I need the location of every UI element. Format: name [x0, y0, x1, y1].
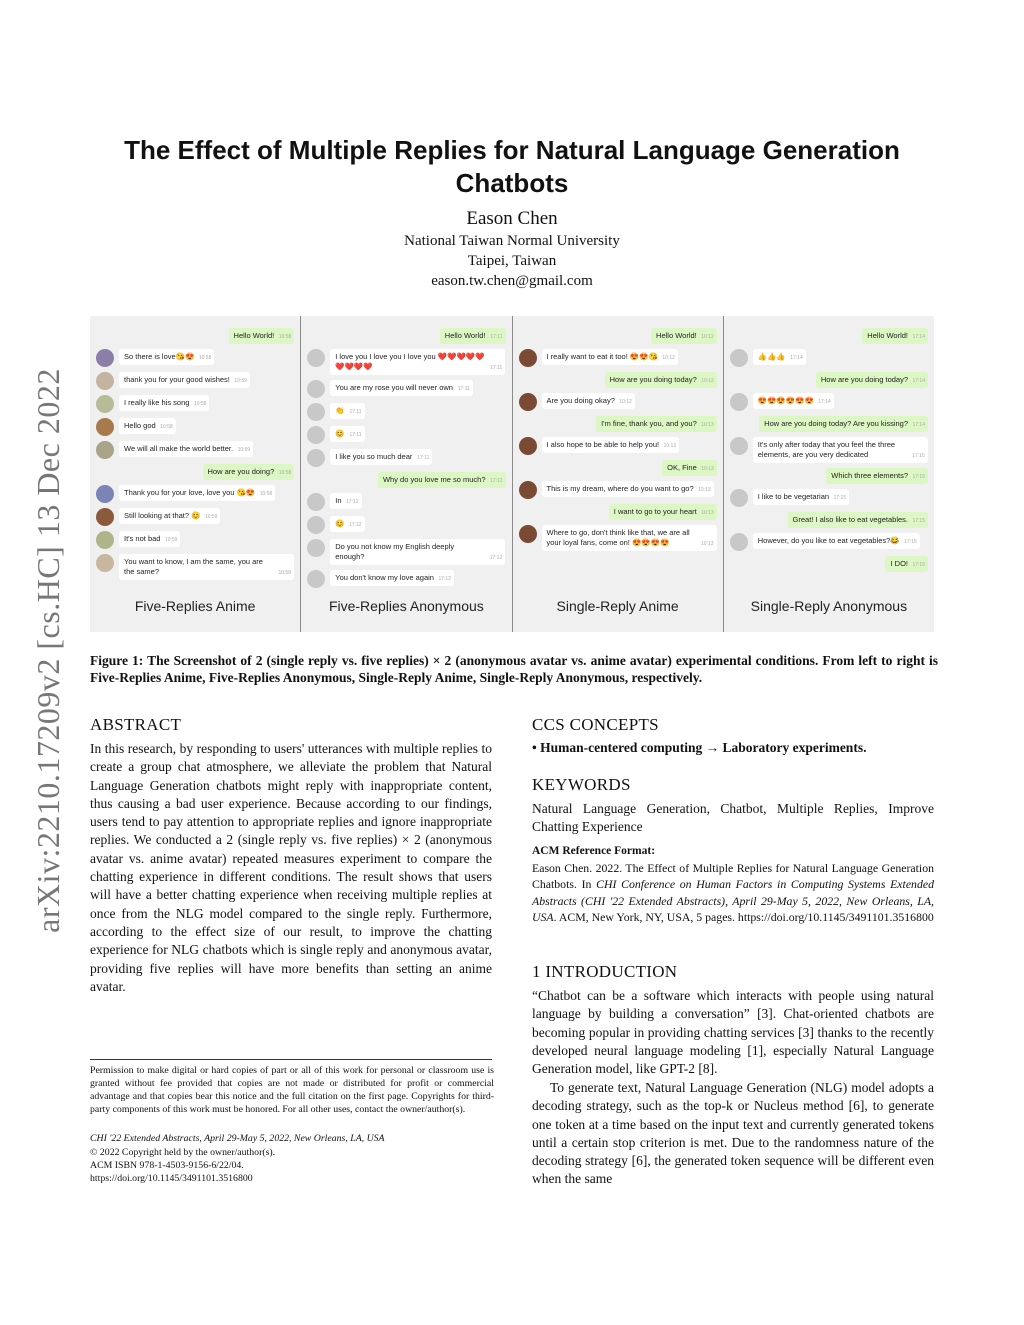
- avatar: [96, 508, 114, 526]
- user-message-bubble: [609, 504, 717, 520]
- message-time: 17:11: [349, 432, 362, 438]
- message-text: This is my dream, where do you want to go?: [546, 484, 694, 493]
- chat-message-row: [96, 441, 294, 459]
- user-message-bubble: [862, 328, 928, 344]
- figure-caption: Figure 1: The Screenshot of 2 (single reply vs. five replies) × 2 (anonymous avatar vs. anime avatar) experimental conditions. From left to right is Five-Replies Anime, Five-Replies Anonymous, Single-Reply Anime, Single-Reply Anonymous, respectively.: [90, 653, 938, 685]
- permission-venue: CHI '22 Extended Abstracts, April 29-May 5, 2022, New Orleans, LA, USA: [90, 1133, 385, 1144]
- message-time: 10:13: [701, 466, 714, 472]
- message-time: 17:14: [818, 399, 831, 405]
- panel-label: Single-Reply Anonymous: [750, 598, 908, 614]
- message-text: I DO!: [890, 559, 908, 568]
- avatar: [519, 481, 537, 499]
- avatar: [730, 393, 748, 411]
- bot-reply-bubble: [330, 516, 364, 532]
- message-text: You want to know, I am the same, you are the same?: [124, 557, 263, 576]
- message-time: 10:59: [204, 514, 218, 520]
- isbn-line: ACM ISBN 978-1-4503-9156-6/22/04.: [90, 1160, 244, 1171]
- chat-message-row: [96, 554, 294, 580]
- avatar: [519, 437, 537, 455]
- message-text: I also hope to be able to help you!: [546, 440, 660, 449]
- footnote-divider: [90, 1059, 492, 1060]
- abstract-heading: ABSTRACT: [90, 715, 182, 734]
- message-time: 10:13: [701, 510, 714, 516]
- message-text: However, do you like to eat vegetables?😂: [757, 536, 900, 545]
- bot-reply-bubble: [119, 395, 209, 411]
- chat-message-row: [307, 380, 505, 398]
- message-text: Hello World!: [656, 331, 697, 340]
- chat-message-row: [730, 437, 928, 463]
- chat-message-row: [307, 426, 505, 444]
- message-time: 10:58: [259, 491, 273, 497]
- message-time: 17:14: [912, 334, 925, 340]
- chat-message-row: [519, 460, 717, 476]
- message-time: 17:11: [457, 386, 470, 392]
- message-text: We will all make the world better.: [124, 444, 234, 453]
- chat-message-row: [307, 403, 505, 421]
- message-text: 😊: [335, 519, 345, 528]
- message-text: Hello World!: [867, 331, 908, 340]
- permission-notice: Permission to make digital or hard copies of part or all of this work for personal or classroom use is granted without fee provided that copies are not made or distributed for profit or commercial advantage and that copies bear this notice and the full citation on the first page. Copyrights for third-party components of this work must be honored. For all other uses, contact the owner/author(s).: [90, 1065, 494, 1115]
- message-time: 17:12: [438, 576, 451, 582]
- arxiv-identifier-text: arXiv:2210.17209v2 [cs.HC] 13 Dec 2022: [29, 367, 66, 933]
- chat-message-row: [96, 349, 294, 367]
- author-location: Taipei, Taiwan: [467, 253, 557, 269]
- message-text: 😊: [335, 429, 345, 438]
- message-time: 17:14: [912, 378, 925, 384]
- message-time: 17:15: [912, 518, 925, 524]
- message-text: I love you I love you I love you ❤️❤️❤️❤️❤️❤️❤️❤️❤️: [335, 352, 485, 371]
- message-time: 17:15: [833, 495, 847, 501]
- chat-message-row: [519, 504, 717, 520]
- user-message-bubble: [816, 372, 928, 388]
- avatar: [307, 426, 325, 444]
- user-message-bubble: [605, 372, 717, 388]
- message-time: 10:58: [278, 470, 292, 476]
- message-text: It's only after today that you feel the three elements, are you very dedicated: [757, 440, 896, 459]
- bot-reply-bubble: [119, 372, 250, 388]
- acm-reference-text: [532, 860, 934, 925]
- chat-message-row: [519, 372, 717, 388]
- avatar: [730, 437, 748, 455]
- message-time: 17:15: [904, 539, 917, 545]
- message-time: 17:11: [417, 455, 430, 461]
- chat-panel: [301, 316, 512, 632]
- bot-reply-bubble: [330, 493, 361, 509]
- message-text: You are my rose you will never own: [335, 383, 453, 392]
- keywords-heading: KEYWORDS: [532, 775, 631, 794]
- message-time: 10:58: [278, 334, 292, 340]
- user-message-bubble: [203, 464, 295, 480]
- avatar: [307, 349, 325, 367]
- avatar: [307, 449, 325, 467]
- avatar: [730, 349, 748, 367]
- bot-reply-bubble: [542, 437, 680, 453]
- message-time: 10:13: [698, 487, 711, 493]
- author-name: Eason Chen: [466, 208, 558, 229]
- message-text: I'm fine, thank you, and you?: [601, 419, 697, 428]
- message-time: 17:15: [912, 453, 925, 459]
- message-time: 10:58: [278, 570, 291, 576]
- chat-message-row: [307, 570, 505, 588]
- chat-message-row: [96, 372, 294, 390]
- avatar: [96, 418, 114, 436]
- message-text: 👍👍👍: [757, 352, 786, 361]
- message-time: 10:12: [701, 378, 714, 384]
- message-text: 👏: [335, 406, 345, 415]
- bot-reply-bubble: [119, 418, 176, 434]
- avatar: [307, 516, 325, 534]
- chat-message-row: [730, 416, 928, 432]
- avatar: [96, 531, 114, 549]
- chat-message-row: [519, 393, 717, 411]
- ccs-heading: CCS CONCEPTS: [532, 715, 659, 734]
- chat-message-row: [519, 416, 717, 432]
- chat-message-row: [730, 512, 928, 528]
- message-text: Which three elements?: [831, 471, 908, 480]
- chat-message-row: [519, 349, 717, 367]
- chat-message-row: [96, 395, 294, 413]
- chat-message-row: [730, 328, 928, 344]
- user-message-bubble: [662, 460, 717, 476]
- bot-reply-bubble: [119, 508, 220, 524]
- chat-message-row: [307, 516, 505, 534]
- message-text: How are you doing today?: [820, 375, 908, 384]
- bot-reply-bubble: [753, 393, 834, 409]
- panel-label: Single-Reply Anime: [556, 598, 679, 614]
- message-time: 10:58: [160, 424, 173, 430]
- chat-panel: [724, 316, 934, 632]
- acm-reference-plain: Eason Chen. 2022. The Effect of Multiple Replies for Natural Language Generation Chatbots. In: [532, 861, 934, 892]
- message-text: Hello World!: [444, 331, 486, 340]
- introduction-para-2: To generate text, Natural Language Generation (NLG) model adopts a decoding strategy, such as the top-k or Nucleus method [6], to generate one token at a time based on the input text and currently generated tokens until a certain stop criterion is met. Due to the randomness nature of the decoding strategy [6], the generated token sequence will be different even when the same: [532, 1080, 934, 1187]
- message-time: 10:59: [164, 537, 178, 543]
- message-text: OK, Fine: [667, 463, 697, 472]
- figure-1-chat-screenshots: [90, 316, 934, 632]
- user-message-bubble: [788, 512, 928, 528]
- message-time: 17:11: [490, 365, 503, 371]
- bot-reply-bubble: [753, 489, 849, 505]
- chat-message-row: [730, 489, 928, 507]
- message-time: 17:14: [912, 422, 925, 428]
- author-institution: National Taiwan Normal University: [404, 233, 620, 249]
- bot-reply-bubble: [542, 525, 717, 551]
- bot-reply-bubble: [330, 349, 505, 375]
- bot-reply-bubble: [330, 449, 432, 465]
- bot-reply-bubble: [753, 349, 806, 365]
- message-time: 17:11: [349, 409, 362, 415]
- chat-message-row: [96, 531, 294, 549]
- user-message-bubble: [885, 556, 928, 572]
- chat-message-row: [307, 493, 505, 511]
- message-text: Are you doing okay?: [546, 396, 615, 405]
- message-time: 17:12: [349, 522, 362, 528]
- message-text: How are you doing?: [207, 467, 275, 476]
- message-text: I really want to eat it too! 😍😍😘: [546, 352, 658, 361]
- introduction-para-1: “Chatbot can be a software which interacts with people using natural language by building a conversation” [3]. Chat-oriented chatbots are becoming popular in providing chatting services [3] thanks to the recently developed neural language modeling [1], especially Natural Language Generation model, like GPT-2 [8].: [532, 988, 934, 1077]
- message-text: How are you doing today? Are you kissing?: [764, 419, 908, 428]
- bot-reply-bubble: [330, 570, 454, 586]
- acm-reference-label: ACM Reference Format:: [532, 845, 656, 857]
- avatar: [307, 539, 325, 557]
- message-text: How are you doing today?: [609, 375, 697, 384]
- message-text: Do you not know my English deeply enough?: [335, 542, 455, 561]
- chat-message-row: [307, 472, 505, 488]
- message-time: 10:13: [701, 422, 714, 428]
- message-text: Where to go, don't think like that, we are all your loyal fans, come on! 😍😍😍😍: [546, 528, 690, 547]
- avatar: [519, 525, 537, 543]
- message-text: Why do you love me so much?: [382, 475, 486, 484]
- acm-reference-venue: CHI Conference on Human Factors in Computing Systems Extended Abstracts (CHI '22 Extended Abstracts), April 29-May 5, 2022, New Orleans, LA, USA: [532, 877, 934, 924]
- chat-message-row: [519, 481, 717, 499]
- message-text: Still looking at that? 😊: [124, 511, 201, 520]
- chat-message-row: [307, 539, 505, 565]
- avatar: [96, 485, 114, 503]
- bot-reply-bubble: [119, 441, 253, 457]
- bot-reply-bubble: [542, 481, 714, 497]
- bot-reply-bubble: [753, 533, 920, 549]
- message-text: In: [335, 496, 342, 505]
- message-text: I like you so much dear: [335, 452, 413, 461]
- message-text: Great! I also like to eat vegetables.: [792, 515, 908, 524]
- avatar: [307, 403, 325, 421]
- message-text: thank you for your good wishes!: [124, 375, 230, 384]
- bot-reply-bubble: [330, 403, 364, 419]
- message-text: I like to be vegetarian: [757, 492, 830, 501]
- bot-reply-bubble: [542, 393, 635, 409]
- paper-title: The Effect of Multiple Replies for Natural Language Generation Chatbots: [124, 135, 900, 198]
- chat-message-row: [307, 349, 505, 375]
- chat-message-row: [730, 393, 928, 411]
- chat-message-row: [730, 468, 928, 484]
- message-time: 17:11: [490, 334, 503, 340]
- chat-message-row: [307, 328, 505, 344]
- message-text: So there is love😘😍: [124, 352, 195, 361]
- chat-message-row: [96, 464, 294, 480]
- ccs-concepts: • Human-centered computing → Laboratory experiments.: [532, 740, 867, 755]
- chat-message-row: [519, 328, 717, 344]
- message-time: 10:13: [700, 541, 714, 547]
- bot-reply-bubble: [330, 539, 505, 565]
- avatar: [519, 393, 537, 411]
- message-time: 17:15: [912, 474, 925, 480]
- chat-message-row: [519, 525, 717, 551]
- arxiv-identifier: [30, 350, 66, 950]
- message-time: 10:13: [663, 443, 677, 449]
- user-message-bubble: [229, 328, 295, 344]
- bot-reply-bubble: [119, 531, 180, 547]
- message-time: 10:59: [237, 447, 251, 453]
- message-time: 10:58: [198, 355, 212, 361]
- message-text: Hello World!: [233, 331, 275, 340]
- message-text: You don't know my love again: [335, 573, 434, 582]
- panel-label: Five-Replies Anime: [134, 598, 256, 614]
- copyright-line: © 2022 Copyright held by the owner/author(s).: [90, 1147, 276, 1158]
- user-message-bubble: [826, 468, 928, 484]
- message-time: 17:12: [489, 555, 503, 561]
- message-time: 17:15: [912, 562, 925, 568]
- message-text: I want to go to your heart: [613, 507, 697, 516]
- avatar: [96, 395, 114, 413]
- message-text: I really like his song: [124, 398, 190, 407]
- message-time: 10:58: [193, 401, 207, 407]
- avatar: [730, 533, 748, 551]
- user-message-bubble: [440, 328, 506, 344]
- user-message-bubble: [651, 328, 717, 344]
- message-text: Thank you for your love, love you 😘😍: [124, 488, 256, 497]
- avatar: [307, 570, 325, 588]
- message-time: 10:12: [701, 334, 714, 340]
- chat-message-row: [307, 449, 505, 467]
- bot-reply-bubble: [753, 437, 928, 463]
- message-text: Hello god: [124, 421, 156, 430]
- introduction-heading: 1 INTRODUCTION: [532, 962, 678, 981]
- avatar: [307, 493, 325, 511]
- message-time: 10:12: [619, 399, 632, 405]
- chat-message-row: [730, 372, 928, 388]
- acm-reference-tail: . ACM, New York, NY, USA, 5 pages. https://doi.org/10.1145/3491101.3516800: [553, 909, 934, 924]
- chat-message-row: [519, 437, 717, 455]
- chat-message-row: [730, 349, 928, 367]
- bot-reply-bubble: [542, 349, 678, 365]
- chat-message-row: [96, 485, 294, 503]
- message-time: 10:12: [662, 355, 675, 361]
- avatar: [96, 349, 114, 367]
- chat-panel: [513, 316, 724, 632]
- avatar: [519, 349, 537, 367]
- bot-reply-bubble: [119, 554, 294, 580]
- avatar: [730, 489, 748, 507]
- panel-label: Five-Replies Anonymous: [328, 598, 484, 614]
- user-message-bubble: [378, 472, 506, 488]
- avatar: [96, 441, 114, 459]
- bot-reply-bubble: [330, 426, 364, 442]
- chat-message-row: [96, 328, 294, 344]
- doi-line: https://doi.org/10.1145/3491101.3516800: [90, 1173, 253, 1184]
- abstract-text: In this research, by responding to users' utterances with multiple replies to create a group chat atmosphere, we alleviate the problem that Natural Language Generation chatbots might reply with inappropriate content, thus causing a bad user experience. Because according to our findings, users tend to pay attention to appropriate replies and ignore inappropriate replies. We conducted a 2 (single reply vs. five replies) × 2 (anonymous avatar vs. anime avatar) repeated measures experiment to compare the chatting experience in different conditions. The result shows that users will have a better chatting experience when receiving multiple replies at once from the NLG model compared to the single reply. Furthermore, according to the effect size of our result, to improve the chatting experience for NLG chatbots which is single reply and anonymous avatar, providing five replies will have more benefits than setting an anime avatar.: [90, 741, 492, 994]
- message-time: 17:12: [489, 478, 503, 484]
- keywords-text: Natural Language Generation, Chatbot, Multiple Replies, Improve Chatting Experience: [532, 801, 934, 835]
- bot-reply-bubble: [119, 349, 214, 365]
- user-message-bubble: [596, 416, 717, 432]
- chat-message-row: [96, 508, 294, 526]
- message-time: 17:12: [346, 499, 359, 505]
- message-text: It's not bad: [124, 534, 161, 543]
- bot-reply-bubble: [119, 485, 275, 501]
- chat-message-row: [96, 418, 294, 436]
- message-time: 10:59: [234, 378, 247, 384]
- chat-message-row: [730, 556, 928, 572]
- chat-message-row: [730, 533, 928, 551]
- message-time: 17:14: [790, 355, 803, 361]
- message-text: 😍😍😍😍😍😍: [757, 396, 814, 405]
- avatar: [96, 554, 114, 572]
- bot-reply-bubble: [330, 380, 473, 396]
- user-message-bubble: [759, 416, 928, 432]
- author-email: eason.tw.chen@gmail.com: [431, 273, 593, 289]
- chat-panel: [90, 316, 301, 632]
- avatar: [96, 372, 114, 390]
- avatar: [307, 380, 325, 398]
